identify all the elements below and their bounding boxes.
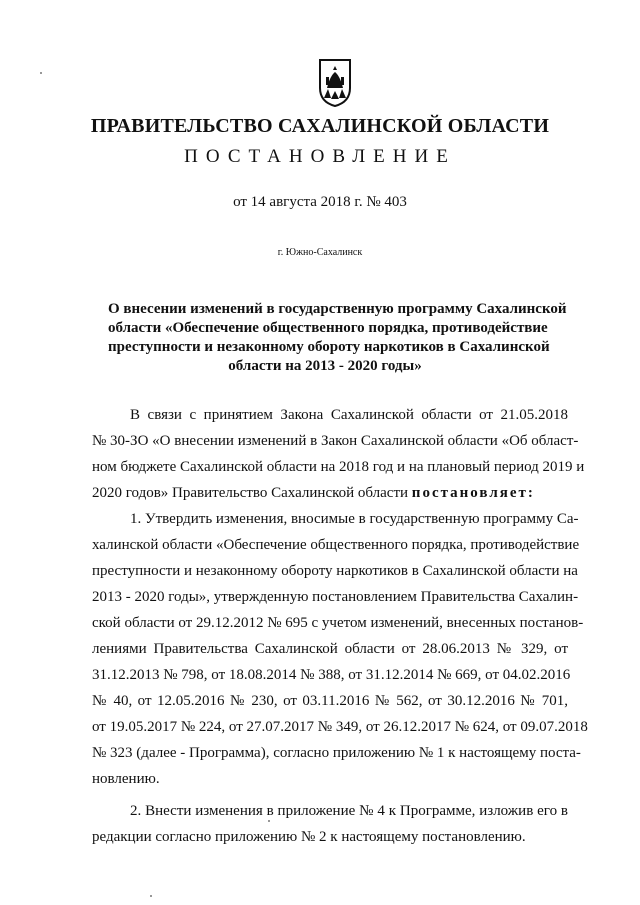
document-type: ПОСТАНОВЛЕНИЕ: [184, 146, 456, 167]
text-line: новлению.: [92, 771, 160, 787]
text-line: № 323 (далее - Программа), согласно приложению № 1 к настоящему поста-: [92, 745, 581, 761]
text-line: В связи с принятием Закона Сахалинской области от 21.05.2018: [130, 407, 568, 423]
text-line: № 30-ЗО «О внесении изменений в Закон Сахалинской области «Об област-: [92, 433, 579, 449]
resolution-keyword: постановляет:: [411, 485, 535, 501]
text-line: [92, 480, 568, 506]
document-body: [92, 402, 588, 850]
text-line: лениями Правительства Сахалинской области от 28.06.2013 № 329, от: [92, 641, 568, 657]
scan-speck: [150, 895, 152, 897]
scan-speck: [40, 72, 42, 74]
date-and-number: от 14 августа 2018 г. № 403: [233, 194, 407, 210]
scan-speck: [268, 820, 270, 822]
text-line: ном бюджете Сахалинской области на 2018 год и на плановый период 2019 и: [92, 459, 585, 475]
text-line: № 40, от 12.05.2016 № 230, от 03.11.2016 № 562, от 30.12.2016 № 701,: [92, 693, 568, 709]
sakhalin-coat-of-arms-icon: [318, 58, 352, 108]
subject-line: преступности и незаконному обороту наркотиков в Сахалинской: [108, 339, 550, 355]
item-2-paragraph: [92, 798, 568, 850]
text-line: преступности и незаконному обороту наркотиков в Сахалинской области на: [92, 563, 578, 579]
government-title: ПРАВИТЕЛЬСТВО САХАЛИНСКОЙ ОБЛАСТИ: [90, 115, 550, 137]
subject-line: О внесении изменений в государственную программу Сахалинской: [108, 301, 567, 317]
subject-heading: [108, 300, 567, 376]
text-line: 2. Внести изменения в приложение № 4 к Программе, изложив его в: [130, 803, 568, 819]
preamble-paragraph: [92, 402, 585, 506]
text-fragment: 2020 годов» Правительство Сахалинской области: [92, 485, 412, 501]
text-line: от 19.05.2017 № 224, от 27.07.2017 № 349, от 26.12.2017 № 624, от 09.07.2018: [92, 719, 588, 735]
text-line: 31.12.2013 № 798, от 18.08.2014 № 388, от 31.12.2014 № 669, от 04.02.2016: [92, 667, 571, 683]
city: г. Южно-Сахалинск: [277, 247, 363, 258]
text-line: 2013 - 2020 годы», утвержденную постановлением Правительства Сахалин-: [92, 589, 579, 605]
subject-line: области на 2013 - 2020 годы»: [228, 358, 422, 374]
item-1-paragraph: [92, 506, 588, 792]
text-line: редакции согласно приложению № 2 к настоящему постановлению.: [92, 829, 526, 845]
text-line: 1. Утвердить изменения, вносимые в государственную программу Са-: [130, 511, 579, 527]
subject-line: области «Обеспечение общественного порядка, противодействие: [108, 320, 548, 336]
text-line: ской области от 29.12.2012 № 695 с учетом изменений, внесенных постанов-: [92, 615, 584, 631]
text-line: халинской области «Обеспечение общественного порядка, противодействие: [92, 537, 580, 553]
